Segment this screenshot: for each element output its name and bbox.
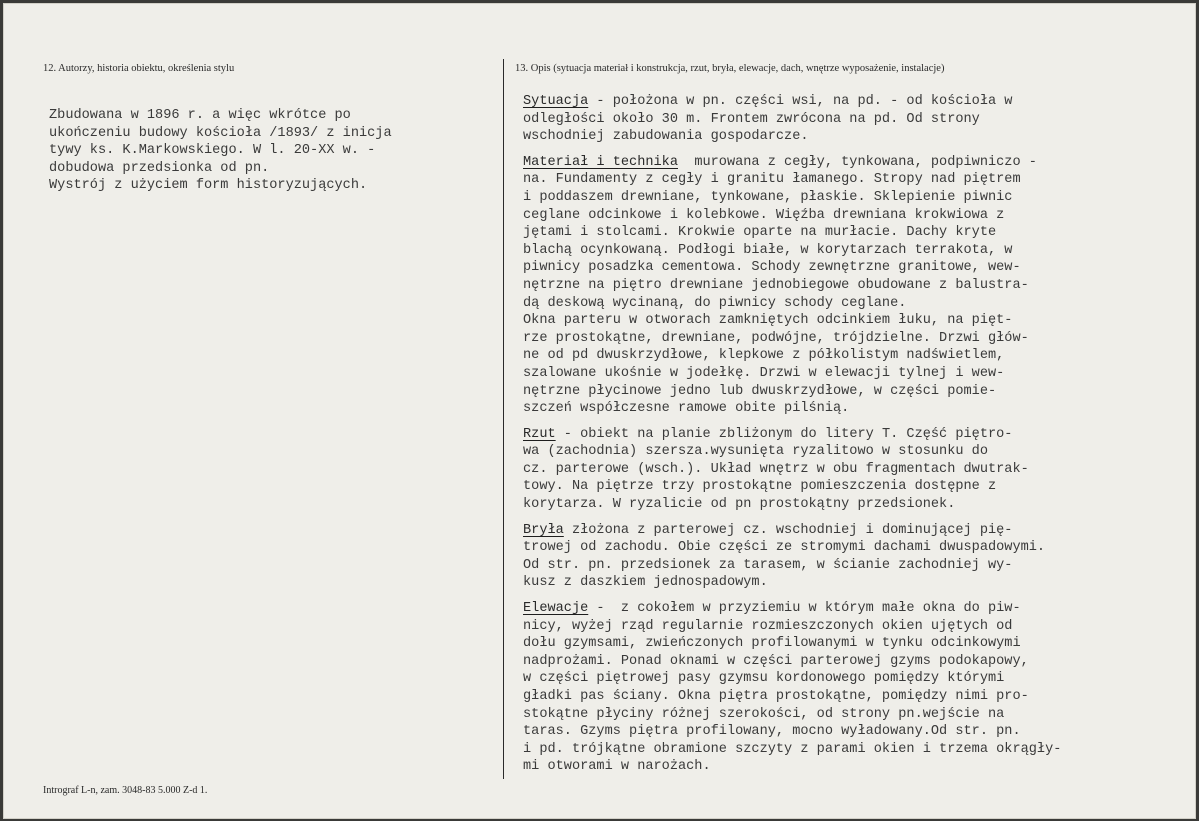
text-line: towy. Na piętrze trzy prostokątne pomieszczenia dostępne z (523, 479, 997, 495)
text-line: Zbudowana w 1896 r. a więc wkrótce po (49, 108, 351, 123)
text-line: trowej od zachodu. Obie części ze stromymi dachami dwuspadowymi. (523, 540, 1046, 556)
text-line: stokątne płyciny różnej szerokości, od strony pn.wejście na (523, 706, 1005, 722)
section-material (523, 154, 1061, 418)
text-line (523, 93, 1061, 111)
text-line: ne od pd dwuskrzydłowe, klepkowe z półkolistym nadświetlem, (523, 348, 1005, 364)
text-line: w części piętrowej pasy gzymsu kordonowego pomiędzy którymi (523, 671, 1005, 687)
text-line: wa (zachodnia) szersza.wysunięta ryzalitowo w stosunku do (523, 444, 988, 460)
text-span: - z cokołem w przyziemiu w którym małe okna do piw- (588, 601, 1021, 617)
section-label: Rzut (523, 426, 556, 442)
text-line: i pd. trójkątne obramione szczyty z parami okien i trzema okrągły- (523, 741, 1062, 757)
section-label: Bryła (523, 522, 564, 538)
text-line: gładki pas ściany. Okna piętra prostokątne, pomiędzy nimi pro- (523, 689, 1029, 704)
text-line: tywy ks. K.Markowskiego. W l. 20-XX w. - (49, 143, 376, 159)
text-line: Okna parteru w otworach zamkniętych odcinkiem łuku, na pięt- (523, 313, 1013, 329)
text-line: szczeń współczesne ramowe obite pilśnią. (523, 401, 850, 417)
text-line: piwnicy posadzka cementowa. Schody zewnętrzne granitowe, wew- (523, 260, 1021, 276)
column-divider (503, 59, 504, 779)
text-line: nicy, wyżej rząd regularnie rozmieszczonych okien ujętych od (523, 618, 1013, 634)
section-13-header: 13. Opis (sytuacja materiał i konstrukcja, rzut, bryła, elewacje, dach, wnętrze wyposażenie, instalacje) (515, 63, 945, 74)
text-line: Wystrój z użyciem form historyzujących. (49, 178, 368, 194)
text-line: wschodniej zabudowania gospodarcze. (523, 129, 809, 145)
text-span: - obiekt na planie zbliżonym do litery T. Część piętro- (555, 426, 1013, 442)
text-line: kusz z daszkiem jednospadowym. (523, 575, 768, 591)
section-bryla (523, 522, 1061, 592)
description-text (523, 93, 1061, 784)
section-rzut (523, 426, 1061, 514)
text-line: i poddaszem drewniane, tynkowane, płaskie. Sklepienie piwnic (523, 189, 1013, 205)
text-line: nętrzne płycinowe jedno lub dwuskrzydłowe, w części pomie- (523, 383, 997, 399)
section-label: Materiał i technika (523, 154, 678, 170)
text-line: nadprożami. Ponad oknami w części parterowej gzyms podokapowy, (523, 653, 1029, 669)
section-elewacje (523, 600, 1061, 776)
text-span: złożona z parterowej cz. wschodniej i dominującej pię- (563, 522, 1013, 538)
text-line: blachą ocynkowaną. Podłogi białe, w korytarzach terrakota, w (523, 242, 1013, 258)
section-sytuacja (523, 93, 1061, 146)
text-span: - położona w pn. części wsi, na pd. - od kościoła w (588, 94, 1013, 109)
printer-imprint: Intrograf L-n, zam. 3048-83 5.000 Z-d 1. (43, 785, 208, 796)
text-line: taras. Gzyms piętra profilowany, mocno wyładowany.Od str. pn. (523, 724, 1021, 740)
text-line (523, 154, 1061, 172)
text-line: dobudowa przedsionka od pn. (49, 160, 270, 176)
text-line: nętrzne na piętro drewniane jednobiegowe obudowane z balustra- (523, 277, 1029, 293)
section-label: Sytuacja (523, 94, 589, 109)
text-line: jętami i stolcami. Krokwie oparte na murłacie. Dachy kryte (523, 225, 997, 241)
history-text (49, 107, 392, 195)
text-line: ukończeniu budowy kościoła /1893/ z inicja (49, 125, 392, 141)
text-line: korytarza. W ryzalicie od pn prostokątny przedsionek. (523, 497, 956, 513)
text-line: dołu gzymsami, zwieńczonych profilowanymi w tynku odcinkowymi (523, 636, 1021, 652)
text-line (523, 522, 1061, 540)
text-line: ceglane odcinkowe i kolebkowe. Więźba drewniana krokwiowa z (523, 207, 1005, 223)
text-line: dą deskową wycinaną, do piwnicy schody ceglane. (523, 295, 907, 311)
text-line: rze prostokątne, drewniane, podwójne, trójdzielne. Drzwi głów- (523, 330, 1029, 346)
text-line: odległości około 30 m. Frontem zwrócona na pd. Od strony (523, 111, 980, 127)
text-line (523, 600, 1061, 618)
text-line: Od str. pn. przedsionek za tarasem, w ścianie zachodniej wy- (523, 557, 1013, 573)
section-label: Elewacje (523, 601, 589, 617)
text-line: mi otworami w narożach. (523, 759, 711, 775)
text-line (523, 426, 1061, 444)
record-card (3, 3, 1196, 819)
text-line: na. Fundamenty z cegły i granitu łamanego. Stropy nad piętrem (523, 172, 1021, 188)
text-span: murowana z cegły, tynkowana, podpiwniczo - (678, 154, 1037, 170)
text-line: szalowane ukośnie w jodełkę. Drzwi w elewacji tylnej i wew- (523, 365, 1005, 381)
section-12-header: 12. Autorzy, historia obiektu, określenia stylu (43, 63, 235, 74)
text-line: cz. parterowe (wsch.). Układ wnętrz w obu fragmentach dwutrak- (523, 461, 1029, 477)
